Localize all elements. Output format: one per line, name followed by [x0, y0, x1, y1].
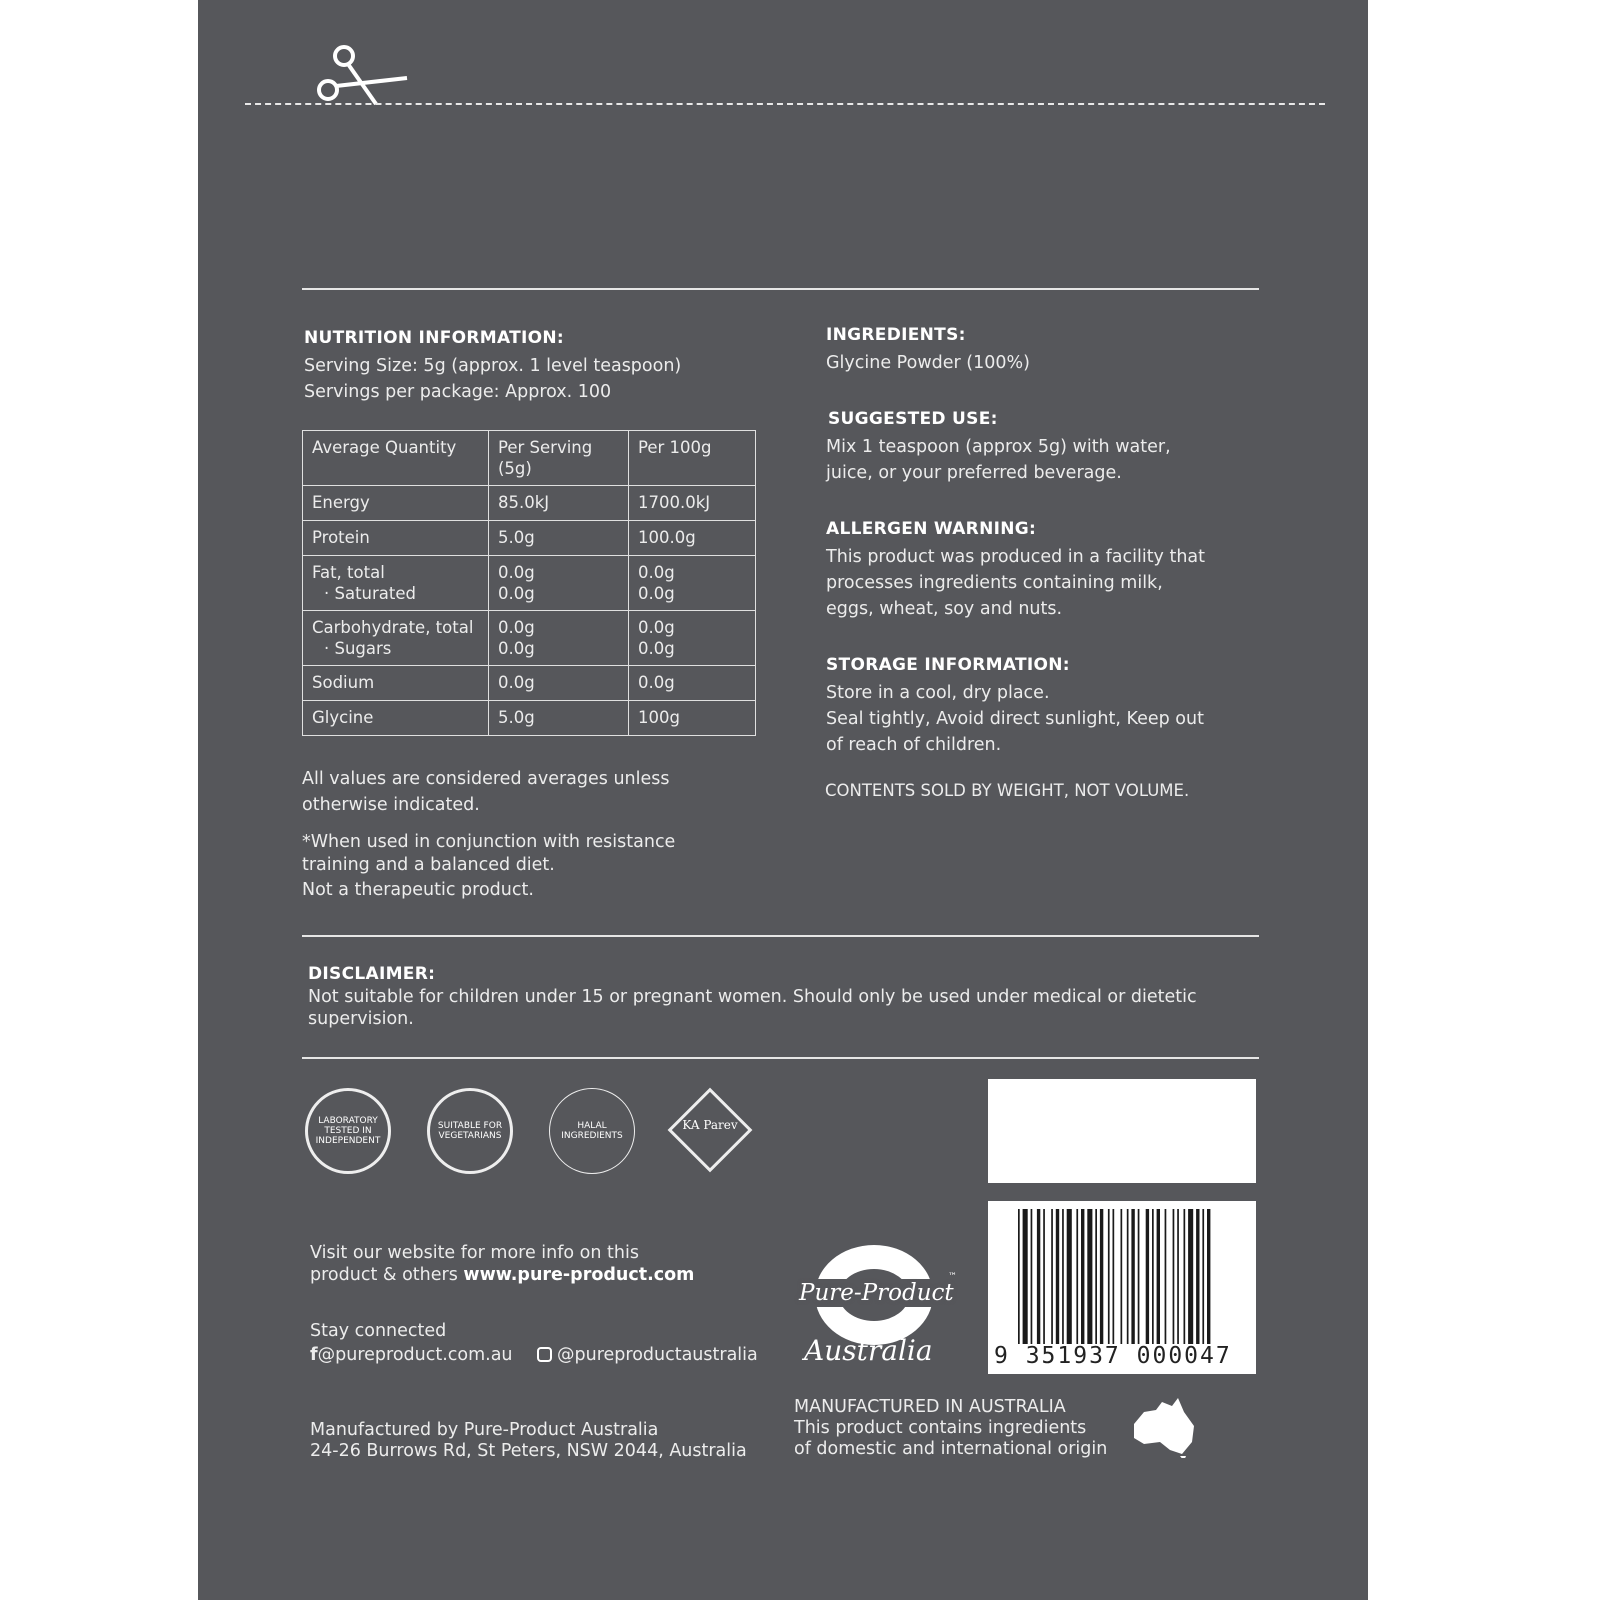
australia-map-icon — [1130, 1398, 1198, 1458]
storage-line2: Seal tightly, Avoid direct sunlight, Keep out of reach of children. — [826, 709, 1204, 755]
barcode-bar — [1152, 1209, 1154, 1344]
halal-icon: HALAL INGREDIENTS — [561, 1121, 623, 1141]
barcode-bar — [1157, 1209, 1160, 1344]
cell-value: Protein — [312, 528, 370, 547]
barcode-bar — [1138, 1209, 1140, 1344]
logo-text: Pure-Product — [799, 1280, 954, 1306]
table-header — [303, 431, 756, 486]
barcode-bar — [1146, 1209, 1149, 1344]
cell-sub-value: 0.0g — [638, 584, 675, 603]
cell-sub-value: 0.0g — [638, 639, 675, 658]
barcode-bar — [1131, 1209, 1134, 1344]
barcode-bar — [1056, 1209, 1059, 1344]
cut-line — [245, 103, 1325, 105]
header-cell: Per Serving (5g) — [489, 431, 629, 486]
therapeutic-note: Not a therapeutic product. — [302, 880, 534, 900]
barcode-bar — [1051, 1209, 1053, 1344]
table-row — [303, 521, 756, 556]
website-line1: Visit our website for more info on this — [310, 1243, 639, 1263]
table-cell — [303, 611, 489, 666]
nutrition-table — [302, 430, 756, 736]
cell-value: 0.0g — [498, 618, 535, 637]
kosher-icon: KA Parev — [682, 1118, 738, 1132]
resistance-note: *When used in conjunction with resistance training and a balanced diet. — [302, 832, 676, 875]
barcode-bars — [988, 1201, 1256, 1351]
barcode-number: 9 351937 000047 — [994, 1343, 1232, 1369]
table-cell — [303, 486, 489, 521]
stay-connected: Stay connected — [310, 1321, 447, 1341]
header-cell: Per 100g — [629, 431, 756, 486]
table-cell — [489, 611, 629, 666]
table-cell — [629, 556, 756, 611]
servings-per-package: Servings per package: Approx. 100 — [304, 382, 612, 402]
storage-heading: STORAGE INFORMATION: — [826, 655, 1070, 675]
manufacturer-address: 24-26 Burrows Rd, St Peters, NSW 2044, Australia — [310, 1441, 747, 1461]
table-cell — [629, 701, 756, 736]
table-row — [303, 701, 756, 736]
facebook-link[interactable] — [310, 1345, 513, 1366]
contents-note: CONTENTS SOLD BY WEIGHT, NOT VOLUME. — [825, 781, 1190, 800]
divider — [302, 1057, 1259, 1059]
instagram-link[interactable] — [537, 1345, 758, 1366]
microscope-icon: LABORATORY TESTED IN INDEPENDENT — [315, 1116, 381, 1146]
disclaimer-heading: DISCLAIMER: — [308, 964, 436, 984]
barcode-bar — [1177, 1209, 1179, 1344]
trademark: ™ — [948, 1272, 957, 1282]
origin-line2: This product contains ingredients — [794, 1418, 1087, 1438]
barcode-bar — [1173, 1209, 1175, 1344]
cell-value: 0.0g — [638, 563, 675, 582]
disclaimer-text: Not suitable for children under 15 or pregnant women. Should only be used under medical or dietetic supervision. — [308, 987, 1197, 1029]
barcode-bar — [1196, 1209, 1199, 1344]
table-cell — [629, 611, 756, 666]
divider — [302, 288, 1259, 290]
table-row — [303, 611, 756, 666]
allergen-heading: ALLERGEN WARNING: — [826, 519, 1037, 539]
cell-value: Glycine — [312, 708, 374, 727]
barcode-bar — [1043, 1209, 1045, 1344]
manufacturer-line1: Manufactured by Pure-Product Australia — [310, 1420, 659, 1440]
instagram-handle: @pureproductaustralia — [557, 1345, 758, 1365]
cell-sub-value: 0.0g — [498, 584, 535, 603]
cell-value: 100g — [638, 708, 680, 727]
leaf-icon: SUITABLE FOR VEGETARIANS — [437, 1121, 503, 1141]
barcode-bar — [1076, 1209, 1078, 1344]
barcode-bar — [1031, 1209, 1033, 1344]
halal-badge — [549, 1088, 635, 1174]
cell-value: 0.0g — [638, 618, 675, 637]
logo-subtext: Australia — [804, 1334, 933, 1367]
cell-value: 0.0g — [498, 673, 535, 692]
cell-value: 0.0g — [638, 673, 675, 692]
barcode-bar — [1087, 1209, 1092, 1344]
serving-size: Serving Size: 5g (approx. 1 level teaspoon) — [304, 356, 682, 376]
cell-value: 0.0g — [498, 563, 535, 582]
barcode-bar — [1067, 1209, 1072, 1344]
header-cell: Average Quantity — [303, 431, 489, 486]
table-cell — [629, 486, 756, 521]
barcode-bar — [1062, 1209, 1064, 1344]
barcode-bar — [1113, 1209, 1115, 1344]
cell-value: Fat, total — [312, 563, 385, 582]
table-cell — [303, 556, 489, 611]
suggested-use-heading: SUGGESTED USE: — [828, 409, 998, 429]
vegetarian-badge — [427, 1088, 513, 1174]
origin-line1: MANUFACTURED IN AUSTRALIA — [794, 1397, 1066, 1417]
barcode-bar — [1081, 1209, 1084, 1344]
facebook-handle: @pureproduct.com.au — [317, 1345, 513, 1365]
storage-line1: Store in a cool, dry place. — [826, 683, 1050, 703]
table-cell — [303, 521, 489, 556]
barcode-bar — [1202, 1209, 1204, 1344]
averages-note: All values are considered averages unless otherwise indicated. — [302, 769, 670, 815]
barcode-bar — [1095, 1209, 1097, 1344]
cell-sub-value: · Sugars — [324, 639, 392, 658]
barcode-bar — [1207, 1209, 1210, 1344]
table-row — [303, 486, 756, 521]
instagram-icon — [537, 1347, 552, 1362]
table-cell — [489, 666, 629, 701]
table-cell — [489, 486, 629, 521]
lab-tested-badge — [305, 1088, 391, 1174]
table-cell — [489, 701, 629, 736]
barcode-box — [988, 1201, 1256, 1374]
allergen-text: This product was produced in a facility that processes ingredients containing milk, eggs, wheat, soy and nuts. — [826, 547, 1206, 619]
cell-value: 5.0g — [498, 528, 535, 547]
website-line2: product & others — [310, 1265, 458, 1285]
cell-value: Sodium — [312, 673, 375, 692]
table-row — [303, 556, 756, 611]
cell-value: 5.0g — [498, 708, 535, 727]
cell-sub-value: 0.0g — [498, 639, 535, 658]
barcode-bar — [1165, 1209, 1167, 1344]
ingredients-text: Glycine Powder (100%) — [826, 353, 1030, 373]
barcode-bar — [1018, 1209, 1020, 1344]
ingredients-heading: INGREDIENTS: — [826, 325, 966, 345]
scissors-icon — [312, 42, 412, 108]
nutrition-heading: NUTRITION INFORMATION: — [304, 328, 565, 348]
cell-value: Carbohydrate, total — [312, 618, 474, 637]
cell-sub-value: · Saturated — [324, 584, 416, 603]
website-link[interactable]: www.pure-product.com — [463, 1265, 695, 1285]
barcode-bar — [1184, 1209, 1186, 1344]
table-cell — [629, 521, 756, 556]
table-cell — [629, 666, 756, 701]
barcode-bar — [1023, 1209, 1028, 1344]
barcode-bar — [1037, 1209, 1040, 1344]
origin-line3: of domestic and international origin — [794, 1439, 1108, 1459]
cell-value: 85.0kJ — [498, 493, 550, 512]
cell-value: 100.0g — [638, 528, 696, 547]
cell-value: 1700.0kJ — [638, 493, 711, 512]
divider — [302, 935, 1259, 937]
cell-value: Energy — [312, 493, 370, 512]
table-cell — [303, 666, 489, 701]
barcode-bar — [1100, 1209, 1103, 1344]
barcode-bar — [1121, 1209, 1123, 1344]
barcode-bar — [1108, 1209, 1110, 1344]
table-cell — [489, 556, 629, 611]
table-cell — [303, 701, 489, 736]
blank-label-box — [988, 1079, 1256, 1183]
facebook-icon: f — [310, 1345, 318, 1365]
barcode-bar — [1188, 1209, 1193, 1344]
suggested-use-text: Mix 1 teaspoon (approx 5g) with water, juice, or your preferred beverage. — [826, 437, 1171, 483]
table-cell — [489, 521, 629, 556]
barcode-bar — [1127, 1209, 1129, 1344]
table-row — [303, 666, 756, 701]
